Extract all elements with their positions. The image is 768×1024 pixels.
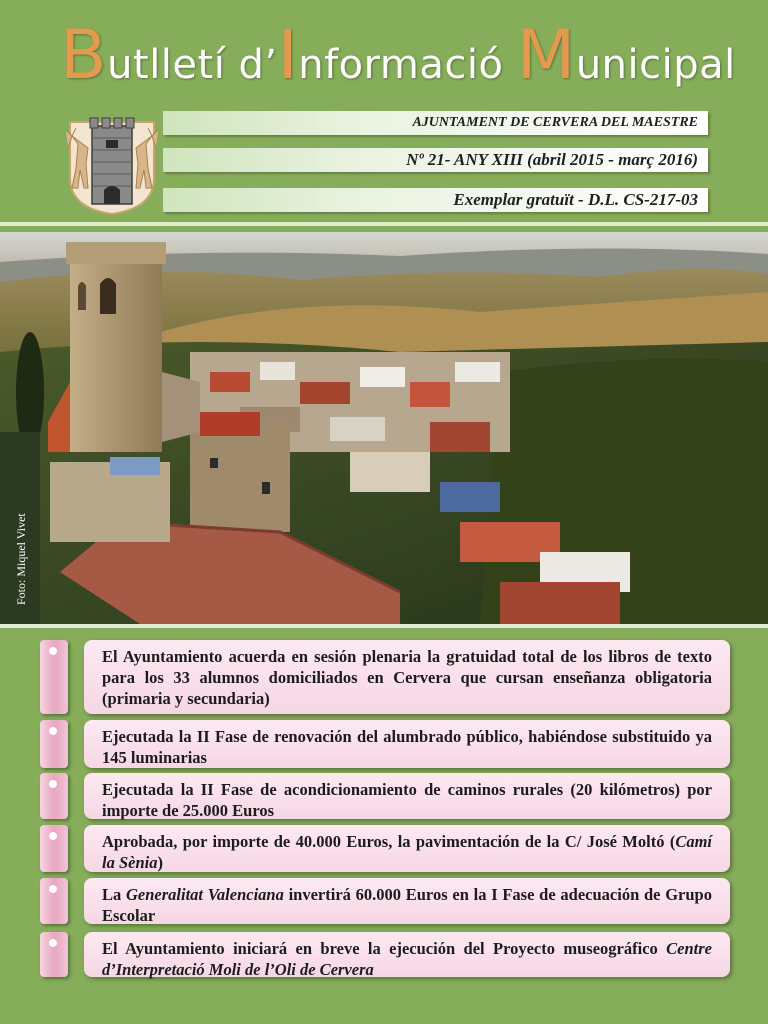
legal-deposit-bar: Exemplar gratuït - D.L. CS-217-03 xyxy=(163,188,708,212)
news-item-3 xyxy=(40,773,730,819)
title-capital-1: B xyxy=(60,16,108,95)
town-council-bar: AJUNTAMENT DE CERVERA DEL MAESTRE xyxy=(163,111,708,135)
photo-divider xyxy=(0,624,768,628)
bullet-dot-icon xyxy=(49,939,57,947)
news-text-5-part-2: Generalitat Valenciana xyxy=(126,885,284,904)
cover-photo xyxy=(0,232,768,624)
news-text-5-part-3: invertirá 60.000 Euros en la I Fase de adecuación de Grupo Escolar xyxy=(102,885,712,925)
title-capital-2: I xyxy=(277,16,299,95)
photo-credit: Foto: Miquel Vivet xyxy=(14,513,28,605)
village-landscape-image xyxy=(0,232,768,624)
news-tab-2 xyxy=(40,720,68,768)
news-card-6 xyxy=(84,932,730,977)
bullet-dot-icon xyxy=(49,885,57,893)
news-card-1 xyxy=(84,640,730,714)
news-text-6-part-1: El Ayuntamiento iniciará en breve la ejecución del Proyecto museográfico xyxy=(102,939,667,958)
issue-bar: Nº 21- ANY XIII (abril 2015 - març 2016) xyxy=(163,148,708,172)
news-tab-6 xyxy=(40,932,68,977)
bullet-dot-icon xyxy=(49,832,57,840)
header-divider xyxy=(0,222,768,226)
news-text-4-part-2: Camí la Sènia xyxy=(102,832,712,872)
title-rest-2: nformació xyxy=(298,42,517,88)
publication-title xyxy=(60,16,760,95)
news-card-4 xyxy=(84,825,730,872)
title-rest-3: unicipal xyxy=(575,42,736,88)
news-text-5-part-1: La xyxy=(102,885,126,904)
bullet-dot-icon xyxy=(49,647,57,655)
news-item-4 xyxy=(40,825,730,872)
news-text-6-part-2: Centre d’Interpretació Moli de l’Oli de Cervera xyxy=(102,939,712,979)
news-text-1-part-1: El Ayuntamiento acuerda en sesión plenaria la gratuidad total de los libros de texto para los 33 alumnos domiciliados en Cervera que cursan enseñanza obligatoria (primaria y secundaria) xyxy=(102,647,712,708)
news-tab-3 xyxy=(40,773,68,819)
news-text-3-part-1: Ejecutada la II Fase de acondicionamiento de caminos rurales (20 kilómetros) por importe de 25.000 Euros xyxy=(102,780,712,820)
bullet-dot-icon xyxy=(49,727,57,735)
masthead xyxy=(0,0,768,226)
news-item-6 xyxy=(40,932,730,977)
news-item-2 xyxy=(40,720,730,768)
bullet-dot-icon xyxy=(49,780,57,788)
title-rest-1: utlletí d’ xyxy=(107,42,278,88)
news-tab-5 xyxy=(40,878,68,924)
news-text-4-part-3: ) xyxy=(157,853,163,872)
coat-of-arms-icon xyxy=(62,108,162,216)
news-tab-1 xyxy=(40,640,68,714)
news-card-3 xyxy=(84,773,730,819)
title-capital-3: M xyxy=(516,16,576,95)
news-card-2 xyxy=(84,720,730,768)
news-card-5 xyxy=(84,878,730,924)
news-tab-4 xyxy=(40,825,68,872)
news-item-5 xyxy=(40,878,730,924)
news-text-4-part-1: Aprobada, por importe de 40.000 Euros, la pavimentación de la C/ José Moltó ( xyxy=(102,832,676,851)
news-item-1 xyxy=(40,640,730,714)
news-text-2-part-1: Ejecutada la II Fase de renovación del alumbrado público, habiéndose substituido ya 145 luminarias xyxy=(102,727,712,767)
